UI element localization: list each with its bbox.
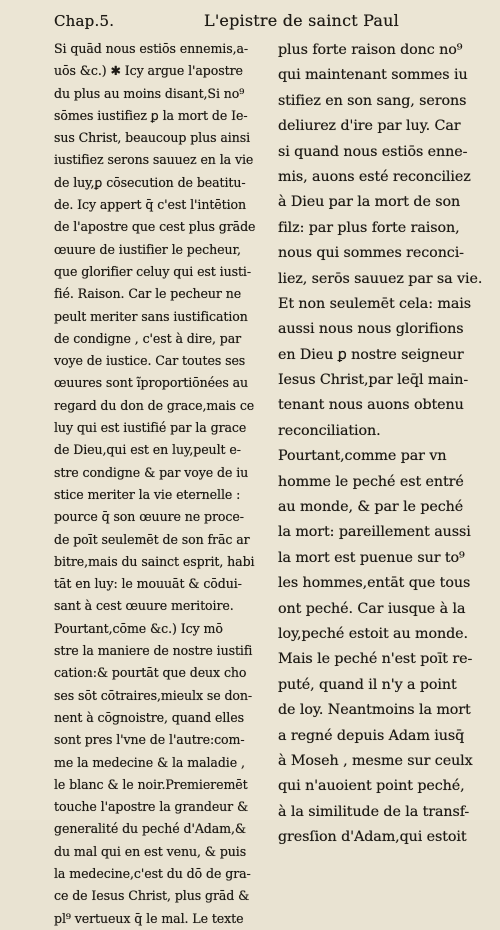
text-line: stre condigne & par voye de iu bbox=[54, 464, 249, 480]
text-line: au monde, & par le peché bbox=[278, 499, 464, 516]
scripture-column bbox=[278, 38, 490, 851]
text-line: sōmes iustifiez ꝑ la mort de Ie- bbox=[54, 107, 248, 123]
text-line: regard du don de grace,mais ce bbox=[54, 397, 255, 413]
text-line: uōs &c.) ✱ Icy argue l'apostre bbox=[54, 63, 243, 79]
text-line: œuures sont ĩproportiōnées au bbox=[54, 375, 249, 391]
text-line: mis, auons esté reconciliez bbox=[278, 168, 471, 185]
text-line: ont peché. Car iusque à la bbox=[278, 600, 466, 617]
text-line: qui maintenant sommes iu bbox=[278, 67, 468, 84]
text-line: le blanc & le noir.Premieremēt bbox=[54, 776, 248, 792]
text-line: la mort: pareillement aussi bbox=[278, 524, 471, 541]
text-line: pl⁹ vertueux q̄ le mal. Le texte bbox=[54, 910, 244, 926]
text-line: deliurez d'ire par luy. Car bbox=[278, 118, 461, 135]
text-line: à Moseh , mesme sur ceulx bbox=[278, 752, 473, 769]
text-line: sant à cest œuure meritoire. bbox=[54, 598, 234, 614]
text-line: de Dieu,qui est en luy,peult e- bbox=[54, 442, 241, 458]
text-line: gresſion d'Adam,qui estoit bbox=[278, 829, 467, 846]
text-line: Iesus Christ,par leq̄l main- bbox=[278, 372, 469, 389]
text-line: nent à cōgnoistre, quand elles bbox=[54, 709, 244, 725]
text-line: la mort est puenue sur to⁹ bbox=[278, 549, 465, 566]
text-line: sont pres l'vne de l'autre:com- bbox=[54, 732, 245, 748]
text-line: plus forte raison donc no⁹ bbox=[278, 42, 463, 58]
text-line: les hommes,entāt que tous bbox=[278, 575, 471, 592]
text-line: loy,peché estoit au monde. bbox=[278, 625, 468, 642]
page-header bbox=[54, 10, 484, 36]
text-line: Pourtant,cōme &c.) Icy mō bbox=[54, 620, 223, 636]
running-title: L'epistre de sainct Paul bbox=[204, 11, 399, 30]
text-line: de poīt seulemēt de son frāc ar bbox=[54, 531, 250, 547]
text-line: a regné depuis Adam iusq̄ bbox=[278, 727, 465, 744]
text-line: Pourtant,comme par vn bbox=[278, 448, 447, 465]
text-line: tāt en luy: le mouuāt & cōdui- bbox=[54, 576, 242, 592]
text-line: stre la maniere de nostre iustifi bbox=[54, 643, 253, 659]
text-line: ses sōt cōtraires,mieulx se don- bbox=[54, 687, 253, 703]
text-line: à Dieu par la mort de son bbox=[278, 194, 461, 211]
text-line: Si quād nous estiōs ennemis,a- bbox=[54, 41, 249, 56]
text-line: que glorifier celuy qui est iusti- bbox=[54, 263, 252, 279]
text-line: si quand nous estiōs enne- bbox=[278, 143, 468, 160]
text-line: iustifiez serons sauuez en la vie bbox=[54, 152, 254, 168]
text-line: qui n'auoient point peché, bbox=[278, 778, 465, 795]
text-line: stice meriter la vie eternelle : bbox=[54, 486, 241, 502]
text-line: du plus au moins disant,Si no⁹ bbox=[54, 85, 245, 101]
text-line: stifiez en son sang, serons bbox=[278, 92, 467, 109]
text-line: cation:& pourtāt que deux cho bbox=[54, 665, 247, 681]
text-line: fié. Raison. Car le pecheur ne bbox=[54, 286, 242, 302]
text-line: œuure de iustifier le pecheur, bbox=[54, 241, 241, 257]
text-line: me la medecine & la maladie , bbox=[54, 754, 245, 770]
text-line: voye de iustice. Car toutes ses bbox=[54, 353, 246, 369]
text-line: de l'apostre que cest plus grāde bbox=[54, 219, 256, 235]
text-line: de. Icy appert q̄ c'est l'intētion bbox=[54, 197, 247, 213]
text-line: puté, quand il n'y a point bbox=[278, 676, 457, 693]
commentary-column bbox=[54, 38, 268, 930]
text-line: la medecine,c'est du dō de gra- bbox=[54, 865, 251, 881]
text-line: Mais le peché n'est poīt re- bbox=[278, 651, 473, 668]
text-line: sus Christ, beaucoup plus ainsi bbox=[54, 130, 251, 146]
text-line: bitre,mais du sainct esprit, habi bbox=[54, 553, 255, 569]
text-line: luy qui est iustifié par la grace bbox=[54, 420, 247, 436]
text-line: à la similitude de la transf- bbox=[278, 803, 470, 820]
text-line: touche l'apostre la grandeur & bbox=[54, 799, 249, 815]
chapter-folio: Chap.5. bbox=[54, 12, 115, 30]
text-line: generalité du peché d'Adam,& bbox=[54, 821, 247, 837]
text-line: filz: par plus forte raison, bbox=[278, 219, 460, 236]
text-line: de loy. Neantmoins la mort bbox=[278, 702, 471, 719]
text-line: ce de Iesus Christ, plus grād & bbox=[54, 888, 250, 904]
text-line: tenant nous auons obtenu bbox=[278, 397, 464, 414]
text-line: Et non seulemēt cela: mais bbox=[278, 295, 471, 312]
text-line: de condigne , c'est à dire, par bbox=[54, 330, 242, 346]
text-line: pource q̄ son œuure ne proce- bbox=[54, 509, 244, 525]
text-line: en Dieu ꝑ nostre seigneur bbox=[278, 346, 464, 363]
text-line: liez, serōs sauuez par sa vie. bbox=[278, 270, 483, 287]
text-line: de luy,ꝑ cōsecution de beatitu- bbox=[54, 174, 246, 190]
text-line: aussi nous nous glorifions bbox=[278, 321, 464, 338]
text-line: du mal qui en est venu, & puis bbox=[54, 843, 247, 859]
text-line: homme le peché est entré bbox=[278, 473, 464, 490]
text-line: reconciliation. bbox=[278, 422, 381, 439]
text-line: nous qui sommes reconci- bbox=[278, 245, 464, 262]
text-line: peult meriter sans iustification bbox=[54, 308, 248, 324]
